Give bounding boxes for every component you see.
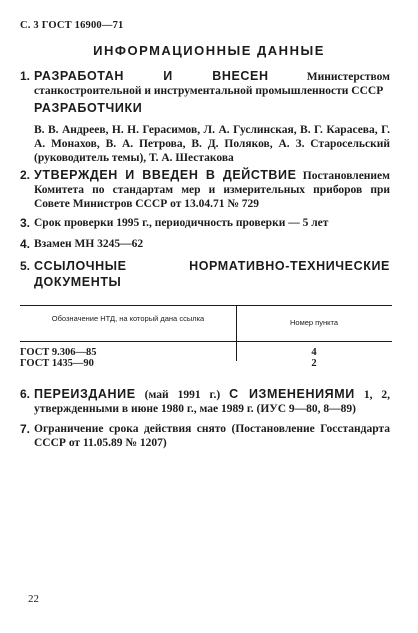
table-header-rule [20, 341, 392, 342]
table-cell-clause: 2 [311, 358, 317, 369]
item-number: 2. [20, 168, 31, 182]
table-cell-document: ГОСТ 1435—90 [20, 358, 94, 369]
item-text: Министерством станкостроительной и инструментальной промышленности СССР [34, 71, 390, 97]
item-text: Взамен МН 3245—62 [34, 238, 144, 250]
item-text: Срок проверки 1995 г., периодичность проверки — 5 лет [34, 217, 329, 229]
document-title: ИНФОРМАЦИОННЫЕ ДАННЫЕ [93, 43, 325, 58]
item-text-secondary: 1, 2, утвержденными в июне 1980 г., мае 1989 г. (ИУС 9—80, 8—89) [34, 389, 391, 415]
running-head: С. 3 ГОСТ 16900—71 [20, 20, 124, 31]
item-number: 5. [20, 259, 31, 273]
table-row [20, 347, 392, 358]
item-1 [20, 69, 390, 98]
page-number: 22 [28, 593, 39, 605]
table-cell-clause: 4 [311, 347, 317, 358]
item-3 [20, 216, 390, 230]
item-caps: УТВЕРЖДЕН И ВВЕДЕН В ДЕЙСТВИЕ [34, 168, 297, 182]
item-5 [20, 259, 390, 291]
table-header-document: Обозначение НТД, на который дана ссылка [51, 314, 205, 323]
item-number: 4. [20, 237, 31, 251]
developers-list: В. В. Андреев, Н. Н. Герасимов, Л. А. Гуслинская, В. Г. Карасева, Г. А. Монахов, В. А. Петрова, В. Д. Поляков, А. З. Старосельский (руководитель темы), Т. А. Шестакова [34, 124, 390, 164]
developers-heading: РАЗРАБОТЧИКИ [34, 101, 143, 115]
table-header-clause: Номер пункта [289, 318, 338, 327]
item-text: (май 1991 г.) [144, 389, 221, 401]
item-number: 7. [20, 422, 31, 436]
item-caps: ПЕРЕИЗДАНИЕ [34, 387, 136, 401]
item-7 [20, 422, 390, 450]
table-cell-document: ГОСТ 9.306—85 [20, 347, 97, 358]
item-caps: ССЫЛОЧНЫЕ НОРМАТИВНО-ТЕХНИЧЕСКИЕ ДОКУМЕНТЫ [34, 259, 390, 289]
item-2 [20, 168, 390, 211]
table-top-rule [20, 305, 392, 306]
item-caps: РАЗРАБОТАН И ВНЕСЕН [34, 69, 269, 83]
item-text: Постановлением Комитета по стандартам мер и измерительных приборов при Совете Министров СССР от 13.04.71 № 729 [34, 170, 390, 210]
item-6 [20, 387, 390, 416]
item-number: 6. [20, 387, 31, 401]
item-4 [20, 237, 390, 251]
item-number: 3. [20, 216, 31, 230]
item-text: Ограничение срока действия снято (Постановление Госстандарта СССР от 11.05.89 № 1207) [34, 423, 390, 449]
item-number: 1. [20, 69, 31, 83]
table-row [20, 358, 392, 369]
item-caps-secondary: С ИЗМЕНЕНИЯМИ [229, 387, 355, 401]
